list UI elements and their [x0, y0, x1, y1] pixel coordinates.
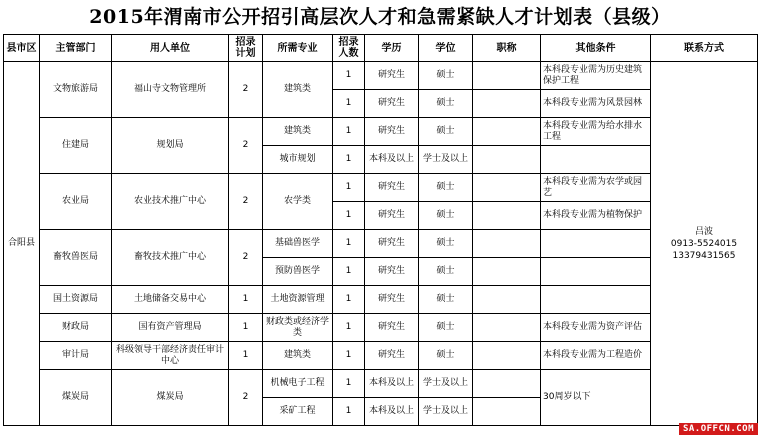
cell-count: 1 — [333, 370, 365, 398]
table-row — [4, 286, 758, 314]
cell-title-rank — [473, 230, 541, 258]
header-plan: 招录计划 — [229, 35, 263, 62]
cell-degree: 硕士 — [419, 90, 473, 118]
header-edu: 学历 — [365, 35, 419, 62]
cell-employer: 规划局 — [112, 118, 229, 174]
cell-count: 1 — [333, 202, 365, 230]
cell-plan: 2 — [229, 370, 263, 426]
cell-plan: 2 — [229, 174, 263, 230]
cell-degree: 硕士 — [419, 286, 473, 314]
cell-title-rank — [473, 146, 541, 174]
cell-title-rank — [473, 258, 541, 286]
header-degree: 学位 — [419, 35, 473, 62]
cell-edu: 研究生 — [365, 258, 419, 286]
header-county: 县市区 — [4, 35, 40, 62]
cell-title-rank — [473, 174, 541, 202]
cell-dept: 审计局 — [40, 342, 112, 370]
cell-dept: 农业局 — [40, 174, 112, 230]
cell-title-rank — [473, 202, 541, 230]
table-row — [4, 314, 758, 342]
table-row — [4, 342, 758, 370]
cell-plan: 1 — [229, 314, 263, 342]
cell-title-rank — [473, 90, 541, 118]
cell-edu: 本科及以上 — [365, 370, 419, 398]
cell-employer: 福山寺文物管理所 — [112, 62, 229, 118]
cell-major: 建筑类 — [263, 62, 333, 118]
cell-other: 本科段专业需为资产评估 — [541, 314, 651, 342]
cell-county: 合阳县 — [4, 62, 40, 426]
cell-edu: 研究生 — [365, 202, 419, 230]
cell-title-rank — [473, 342, 541, 370]
cell-degree: 学士及以上 — [419, 146, 473, 174]
cell-plan: 2 — [229, 230, 263, 286]
cell-count: 1 — [333, 118, 365, 146]
cell-plan: 1 — [229, 342, 263, 370]
cell-count: 1 — [333, 258, 365, 286]
cell-major: 农学类 — [263, 174, 333, 230]
cell-dept: 国土资源局 — [40, 286, 112, 314]
cell-title-rank — [473, 314, 541, 342]
cell-count: 1 — [333, 398, 365, 426]
cell-edu: 研究生 — [365, 62, 419, 90]
cell-degree: 学士及以上 — [419, 398, 473, 426]
cell-edu: 研究生 — [365, 174, 419, 202]
cell-edu: 研究生 — [365, 90, 419, 118]
cell-dept: 文物旅游局 — [40, 62, 112, 118]
talent-plan-table — [3, 34, 758, 426]
cell-edu: 研究生 — [365, 286, 419, 314]
cell-count: 1 — [333, 286, 365, 314]
cell-other — [541, 258, 651, 286]
cell-dept: 煤炭局 — [40, 370, 112, 426]
cell-other: 本科段专业需为工程造价 — [541, 342, 651, 370]
cell-edu: 研究生 — [365, 230, 419, 258]
cell-count: 1 — [333, 90, 365, 118]
cell-degree: 硕士 — [419, 258, 473, 286]
cell-title-rank — [473, 370, 541, 398]
header-row — [4, 35, 758, 62]
cell-employer: 科级领导干部经济责任审计中心 — [112, 342, 229, 370]
cell-other: 本科段专业需为农学或园艺 — [541, 174, 651, 202]
site-watermark: SA.OFFCN.COM — [679, 423, 758, 435]
cell-other — [541, 230, 651, 258]
cell-employer: 农业技术推广中心 — [112, 174, 229, 230]
cell-major: 城市规划 — [263, 146, 333, 174]
cell-count: 1 — [333, 62, 365, 90]
cell-edu: 本科及以上 — [365, 398, 419, 426]
cell-employer: 畜牧技术推广中心 — [112, 230, 229, 286]
cell-other: 30周岁以下 — [541, 370, 651, 426]
cell-major: 建筑类 — [263, 342, 333, 370]
header-other: 其他条件 — [541, 35, 651, 62]
table-row — [4, 174, 758, 202]
cell-plan: 1 — [229, 286, 263, 314]
header-major: 所需专业 — [263, 35, 333, 62]
cell-dept: 住建局 — [40, 118, 112, 174]
cell-plan: 2 — [229, 62, 263, 118]
cell-edu: 研究生 — [365, 342, 419, 370]
table-row — [4, 370, 758, 398]
cell-title-rank — [473, 118, 541, 146]
cell-degree: 硕士 — [419, 202, 473, 230]
cell-plan: 2 — [229, 118, 263, 174]
header-employer: 用人单位 — [112, 35, 229, 62]
cell-count: 1 — [333, 314, 365, 342]
cell-other: 本科段专业需为给水排水工程 — [541, 118, 651, 146]
contact-info: 吕波 0913-5524015 13379431565 — [651, 62, 758, 426]
cell-degree: 硕士 — [419, 62, 473, 90]
table-row — [4, 118, 758, 146]
cell-employer: 煤炭局 — [112, 370, 229, 426]
cell-major: 建筑类 — [263, 118, 333, 146]
cell-title-rank — [473, 398, 541, 426]
cell-major: 采矿工程 — [263, 398, 333, 426]
cell-dept: 财政局 — [40, 314, 112, 342]
cell-major: 基础兽医学 — [263, 230, 333, 258]
cell-degree: 硕士 — [419, 118, 473, 146]
cell-title-rank — [473, 62, 541, 90]
header-count: 招录人数 — [333, 35, 365, 62]
cell-count: 1 — [333, 174, 365, 202]
cell-other — [541, 286, 651, 314]
cell-other: 本科段专业需为历史建筑保护工程 — [541, 62, 651, 90]
cell-other: 本科段专业需为植物保护 — [541, 202, 651, 230]
table-row — [4, 62, 758, 90]
cell-other: 本科段专业需为风景园林 — [541, 90, 651, 118]
cell-major: 机械电子工程 — [263, 370, 333, 398]
cell-degree: 硕士 — [419, 314, 473, 342]
page-title: 2015年渭南市公开招引高层次人才和急需紧缺人才计划表（县级） — [89, 6, 671, 28]
cell-major: 预防兽医学 — [263, 258, 333, 286]
cell-degree: 学士及以上 — [419, 370, 473, 398]
table-row — [4, 230, 758, 258]
header-title-rank: 职称 — [473, 35, 541, 62]
cell-count: 1 — [333, 146, 365, 174]
cell-employer: 国有资产管理局 — [112, 314, 229, 342]
cell-degree: 硕士 — [419, 174, 473, 202]
cell-degree: 硕士 — [419, 342, 473, 370]
cell-major: 财政类或经济学类 — [263, 314, 333, 342]
cell-edu: 研究生 — [365, 118, 419, 146]
cell-degree: 硕士 — [419, 230, 473, 258]
cell-edu: 本科及以上 — [365, 146, 419, 174]
cell-employer: 土地储备交易中心 — [112, 286, 229, 314]
cell-major: 土地资源管理 — [263, 286, 333, 314]
header-contact: 联系方式 — [651, 35, 758, 62]
cell-edu: 研究生 — [365, 314, 419, 342]
header-dept: 主管部门 — [40, 35, 112, 62]
cell-count: 1 — [333, 342, 365, 370]
table-body — [4, 62, 758, 426]
cell-other — [541, 146, 651, 174]
cell-title-rank — [473, 286, 541, 314]
cell-count: 1 — [333, 230, 365, 258]
cell-dept: 畜牧兽医局 — [40, 230, 112, 286]
